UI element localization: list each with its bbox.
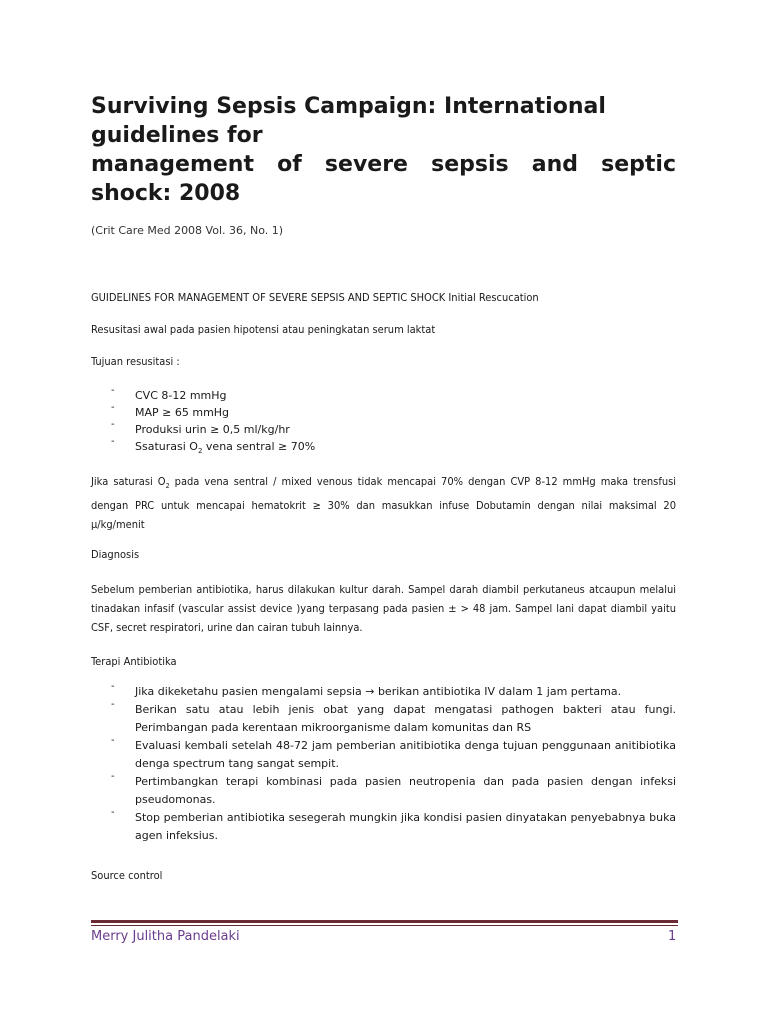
section-heading: GUIDELINES FOR MANAGEMENT OF SEVERE SEPSIS AND SEPTIC SHOCK Initial Rescucation	[91, 291, 539, 304]
tujuan-list	[111, 387, 676, 460]
list-item: - Produksi urin ≥ 0,5 ml/kg/hr	[111, 421, 676, 438]
document-title	[91, 92, 676, 208]
list-item: - CVC 8-12 mmHg	[111, 387, 676, 404]
diagnosis-paragraph: Sebelum pemberian antibiotika, harus dilakukan kultur darah. Sampel darah diambil perkutaneus atcaupun melalui tinadakan infasif (vascular assist device )yang terpasang pada pasien ± > 48 jam. Sampel lani dapat diambil yaitu CSF, secret respiratori, urine dan cairan tubuh lainnya.	[91, 583, 676, 634]
citation: (Crit Care Med 2008 Vol. 36, No. 1)	[91, 224, 284, 237]
terapi-list	[111, 683, 676, 845]
tujuan-label: Tujuan resusitasi :	[91, 355, 180, 368]
dash-bullet-icon: -	[111, 385, 115, 396]
list-item: - MAP ≥ 65 mmHg	[111, 404, 676, 421]
footer-author: Merry Julitha Pandelaki	[91, 929, 240, 944]
list-item: - Pertimbangkan terapi kombinasi pada pasien neutropenia dan pada pasien dengan infeksi pseudomonas.	[111, 773, 676, 809]
dash-bullet-icon: -	[111, 735, 115, 746]
title-line-2: guidelines for	[91, 123, 263, 148]
title-line-4: shock: 2008	[91, 181, 241, 206]
list-item: - Ssaturasi $O_2$ vena sentral ≥ 70%	[111, 438, 676, 460]
dash-bullet-icon: -	[111, 436, 115, 447]
dash-bullet-icon: -	[111, 771, 115, 782]
footer-rule-thin	[91, 925, 678, 926]
footer-rule-thick	[91, 920, 678, 923]
source-control-heading: Source control	[91, 869, 163, 882]
dash-bullet-icon: -	[111, 681, 115, 692]
list-item: - Stop pemberian antibiotika sesegerah mungkin jika kondisi pasien dinyatakan penyebabnya buka agen infeksius.	[111, 809, 676, 845]
title-line-1: Surviving Sepsis Campaign: International	[91, 94, 606, 119]
list-item: - Berikan satu atau lebih jenis obat yang dapat mengatasi pathogen bakteri atau fungi. Perimbangan pada kerentaan mikroorganisme dalam komunitas dan RS	[111, 701, 676, 737]
dash-bullet-icon: -	[111, 699, 115, 710]
dash-bullet-icon: -	[111, 419, 115, 430]
page-number: 1	[668, 929, 677, 944]
jika-paragraph: Jika saturasi $O_2$ pada vena sentral / mixed venous tidak mencapai 70% dengan CVP 8-12 mmHg maka trensfusi dengan PRC untuk mencapai hematokrit ≥ 30% dan masukkan infuse Dobutamin dengan nilai maksimal 20 µ/kg/menit	[91, 475, 677, 532]
dash-bullet-icon: -	[111, 807, 115, 818]
terapi-heading: Terapi Antibiotika	[91, 655, 177, 668]
list-item: - Evaluasi kembali setelah 48-72 jam pemberian anitibiotika denga tujuan penggunaan anitibiotika denga spectrum tang sangat sempit.	[111, 737, 676, 773]
title-line-3: management of severe sepsis and septic	[91, 152, 676, 177]
dash-bullet-icon: -	[111, 402, 115, 413]
diagnosis-heading: Diagnosis	[91, 548, 140, 561]
list-item: - Jika dikeketahu pasien mengalami sepsia → berikan antibiotika IV dalam 1 jam pertama.	[111, 683, 676, 701]
intro-text: Resusitasi awal pada pasien hipotensi atau peningkatan serum laktat	[91, 323, 436, 336]
